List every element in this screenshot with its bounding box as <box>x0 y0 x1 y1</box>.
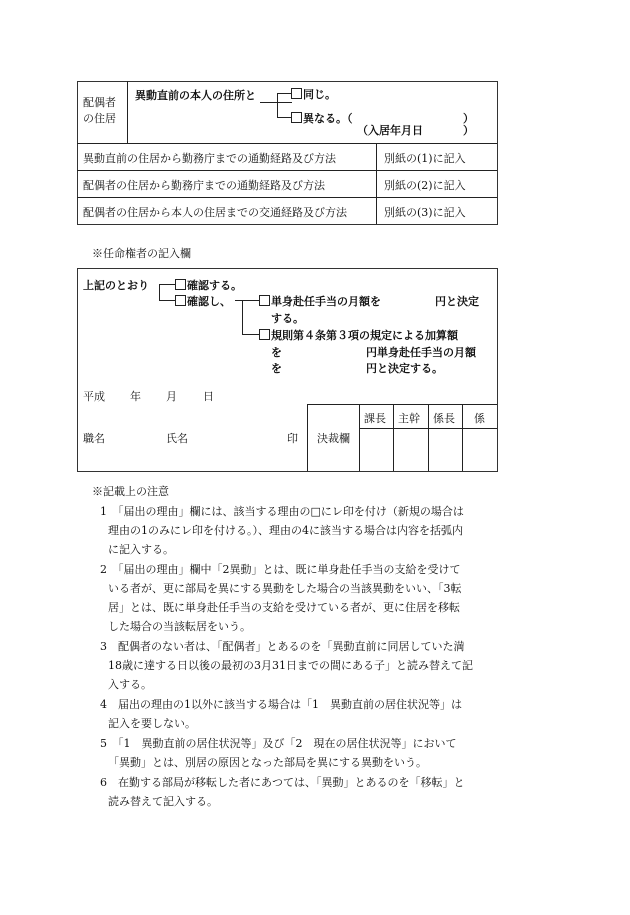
approval-seal-cell[interactable] <box>394 429 428 470</box>
title-label: 職名 <box>83 432 105 445</box>
approval-col-section-chief: 課長 <box>364 412 386 425</box>
date-day: 日 <box>203 390 214 403</box>
approval-seal-cell[interactable] <box>463 429 496 470</box>
additional-amount-wo: を <box>271 346 282 359</box>
confirm-option[interactable]: 確認する。 <box>175 277 242 293</box>
confirm-checkbox[interactable] <box>175 279 186 290</box>
different-checkbox[interactable] <box>291 112 302 123</box>
note-item: 4 届出の理由の1以外に該当する場合は「1 異動直前の居住状況等」は 記入を要しない。 <box>100 698 462 730</box>
appointer-heading: ※任命権者の記入欄 <box>92 247 191 260</box>
route-row-label: 配偶者の住居から勤務庁までの通勤経路及び方法 <box>83 179 325 192</box>
route-row-value: 別紙の(3)に記入 <box>384 206 466 219</box>
note-item: 6 在勤する部局が移転した者にあつては、「異動」とあるのを「移転」と 読み替えて記入する。 <box>100 776 465 808</box>
note-item: 1 「届出の理由」欄には、該当する理由の□にレ印を付け（新規の場合は 理由の1のみにレ印を付ける。）、理由の4に該当する場合は内容を括弧内 に記入する。 <box>100 505 464 556</box>
note-item: 3 配偶者のない者は、「配偶者」とあるのを「異動直前に同居していた満 18歳に達する日以後の最初の3月31日までの間にある子」と読み替えて記 入する。 <box>100 640 473 691</box>
allowance-yen-suffix: 円と決定 <box>435 295 479 308</box>
same-checkbox[interactable] <box>291 88 302 99</box>
route-row-value: 別紙の(2)に記入 <box>384 179 466 192</box>
move-in-date-label: （入居年月日 <box>357 124 423 137</box>
decision-wo: を <box>271 362 282 375</box>
additional-amount-line2: 円単身赴任手当の月額 <box>366 346 476 359</box>
decision-line3: 円と決定する。 <box>366 362 443 375</box>
spouse-residence-header: 配偶者 の住居 <box>83 96 116 125</box>
seal-label: 印 <box>287 432 298 445</box>
name-label: 氏名 <box>166 432 188 445</box>
allowance-line2: する。 <box>271 312 304 325</box>
route-row-value: 別紙の(1)に記入 <box>384 152 466 165</box>
approval-col-chief-officer: 主幹 <box>398 412 420 425</box>
approval-seal-cell[interactable] <box>360 429 393 470</box>
additional-amount-option[interactable]: 規則第４条第３項の規定による加算額 <box>259 327 458 343</box>
allowance-checkbox[interactable] <box>259 295 270 306</box>
confirm-and-checkbox[interactable] <box>175 295 186 306</box>
notes-heading: ※記載上の注意 <box>92 485 169 498</box>
approval-col-staff: 係 <box>474 412 485 425</box>
date-era: 平成 <box>83 390 105 403</box>
approval-col-subsection-chief: 係長 <box>433 412 455 425</box>
note-item: 2 「届出の理由」欄中「2異動」とは、既に単身赴任手当の支給を受けて いる者が、更に部局を異にする異動をした場合の当該異動をいい、「3転 居」とは、既に単身赴任手当の支給を受けている者が、更に住居を移転 した場合の当該転居をいう。 <box>100 563 462 633</box>
route-row-label: 配偶者の住居から本人の住居までの交通経路及び方法 <box>83 206 347 219</box>
confirm-and-option[interactable]: 確認し、 <box>175 293 231 309</box>
date-month: 月 <box>166 390 177 403</box>
relation-label: 異動直前の本人の住所と <box>135 89 256 102</box>
additional-amount-checkbox[interactable] <box>259 329 270 340</box>
appointer-lead: 上記のとおり <box>83 279 149 292</box>
approval-seal-cell[interactable] <box>429 429 462 470</box>
notes-section <box>92 482 512 501</box>
move-in-date-close: ） <box>463 124 474 137</box>
allowance-option[interactable]: 単身赴任手当の月額を <box>259 293 381 309</box>
note-item: 5 「1 異動直前の居住状況等」及び「2 現在の居住状況等」において 「異動」とは、別居の原因となった部局を異にする異動をいう。 <box>100 737 457 769</box>
option-different[interactable]: 異なる。（ <box>291 110 353 126</box>
appointer-box <box>77 268 497 471</box>
approval-label: 決裁欄 <box>317 432 350 445</box>
notes-list <box>100 502 510 811</box>
option-different-close: ） <box>463 112 474 125</box>
spouse-residence-table <box>77 81 497 224</box>
date-year: 年 <box>130 390 141 403</box>
option-same[interactable]: 同じ。 <box>291 86 336 102</box>
route-row-label: 異動直前の住居から勤務庁までの通勤経路及び方法 <box>83 152 336 165</box>
